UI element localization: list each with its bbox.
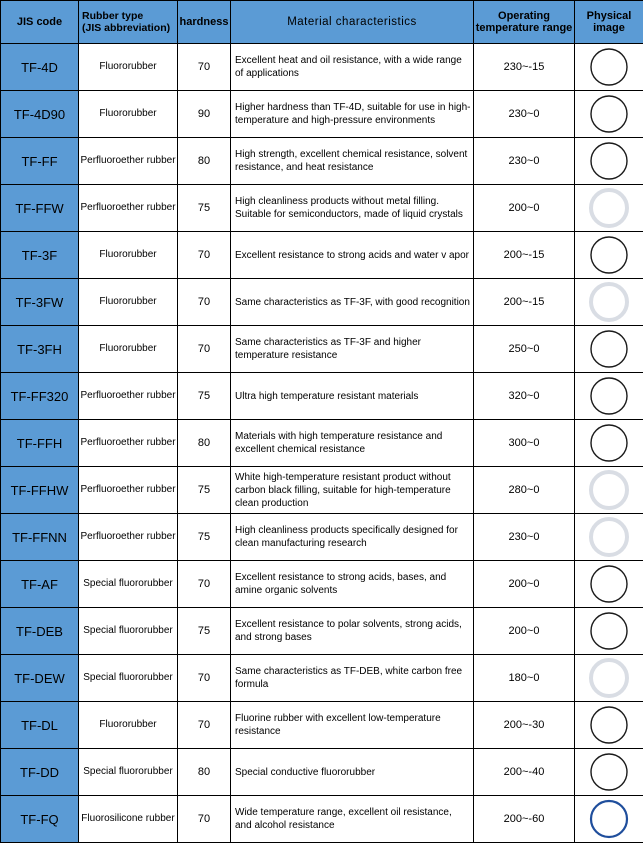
physical-image-cell (575, 91, 643, 138)
temperature-range-cell: 200~-15 (474, 232, 575, 279)
material-characteristics-cell: Excellent resistance to strong acids and water v apor (231, 232, 474, 279)
table-row (1, 702, 643, 749)
physical-image-cell (575, 44, 643, 91)
hardness-cell: 80 (178, 420, 231, 467)
material-characteristics-cell: Excellent resistance to polar solvents, strong acids, and strong bases (231, 608, 474, 655)
material-characteristics-cell: Higher hardness than TF-4D, suitable for use in high-temperature and high-pressure environments (231, 91, 474, 138)
temperature-range-cell: 200~-15 (474, 279, 575, 326)
material-characteristics-cell: Materials with high temperature resistance and excellent chemical resistance (231, 420, 474, 467)
jis-code-cell: TF-FF (1, 138, 79, 185)
temperature-range-cell: 200~-40 (474, 749, 575, 796)
material-characteristics-cell: Excellent resistance to strong acids, bases, and amine organic solvents (231, 561, 474, 608)
hardness-cell: 80 (178, 138, 231, 185)
jis-code-cell: TF-DEB (1, 608, 79, 655)
physical-image-cell (575, 796, 643, 843)
o-ring-icon (584, 422, 634, 464)
table-row (1, 44, 643, 91)
rubber-type-cell: Perfluoroether rubber (79, 420, 178, 467)
hardness-cell: 75 (178, 185, 231, 232)
temperature-range-cell: 280~0 (474, 467, 575, 514)
table-row (1, 232, 643, 279)
o-ring-icon (584, 140, 634, 182)
o-ring-icon (584, 375, 634, 417)
physical-image-cell (575, 185, 643, 232)
jis-code-cell: TF-3FW (1, 279, 79, 326)
material-characteristics-cell: Same characteristics as TF-3F and higher temperature resistance (231, 326, 474, 373)
o-ring-icon (584, 46, 634, 88)
o-ring-icon (584, 751, 634, 793)
o-ring-icon (584, 187, 634, 229)
o-ring-icon (584, 704, 634, 746)
o-ring-icon (584, 281, 634, 323)
o-ring-icon (584, 234, 634, 276)
temperature-range-cell: 230~0 (474, 138, 575, 185)
temperature-range-cell: 300~0 (474, 420, 575, 467)
rubber-type-cell: Perfluoroether rubber (79, 138, 178, 185)
hardness-cell: 75 (178, 514, 231, 561)
rubber-type-cell: Special fluororubber (79, 561, 178, 608)
temperature-range-cell: 230~-15 (474, 44, 575, 91)
o-ring-icon (584, 657, 634, 699)
header-physical-image: Physical image (575, 1, 643, 44)
table-row (1, 655, 643, 702)
physical-image-cell (575, 655, 643, 702)
physical-image-cell (575, 608, 643, 655)
rubber-type-cell: Fluororubber (79, 232, 178, 279)
jis-code-cell: TF-4D90 (1, 91, 79, 138)
jis-code-cell: TF-DD (1, 749, 79, 796)
o-ring-icon (584, 563, 634, 605)
table-row (1, 185, 643, 232)
rubber-type-cell: Perfluoroether rubber (79, 373, 178, 420)
physical-image-cell (575, 749, 643, 796)
jis-code-cell: TF-FF320 (1, 373, 79, 420)
temperature-range-cell: 200~0 (474, 185, 575, 232)
material-characteristics-cell: Special conductive fluororubber (231, 749, 474, 796)
temperature-range-cell: 200~-30 (474, 702, 575, 749)
rubber-type-cell: Fluorosilicone rubber (79, 796, 178, 843)
hardness-cell: 70 (178, 561, 231, 608)
jis-code-cell: TF-FFNN (1, 514, 79, 561)
temperature-range-cell: 250~0 (474, 326, 575, 373)
table-row (1, 467, 643, 514)
rubber-type-cell: Perfluoroether rubber (79, 514, 178, 561)
hardness-cell: 75 (178, 467, 231, 514)
hardness-cell: 70 (178, 326, 231, 373)
temperature-range-cell: 200~0 (474, 608, 575, 655)
temperature-range-cell: 320~0 (474, 373, 575, 420)
table-row (1, 326, 643, 373)
rubber-type-cell: Perfluoroether rubber (79, 185, 178, 232)
physical-image-cell (575, 232, 643, 279)
hardness-cell: 70 (178, 702, 231, 749)
hardness-cell: 70 (178, 232, 231, 279)
jis-code-cell: TF-DL (1, 702, 79, 749)
jis-code-cell: TF-FQ (1, 796, 79, 843)
physical-image-cell (575, 467, 643, 514)
physical-image-cell (575, 514, 643, 561)
table-row (1, 373, 643, 420)
physical-image-cell (575, 561, 643, 608)
table-row (1, 608, 643, 655)
table-row (1, 561, 643, 608)
jis-code-cell: TF-3F (1, 232, 79, 279)
rubber-type-cell: Fluororubber (79, 702, 178, 749)
header-hardness: hardness (178, 1, 231, 44)
temperature-range-cell: 180~0 (474, 655, 575, 702)
material-characteristics-cell: White high-temperature resistant product without carbon black filling, suitable for high-temperature clean production (231, 467, 474, 514)
rubber-type-cell: Fluororubber (79, 326, 178, 373)
physical-image-cell (575, 326, 643, 373)
physical-image-cell (575, 373, 643, 420)
rubber-type-cell: Special fluororubber (79, 749, 178, 796)
temperature-range-cell: 200~-60 (474, 796, 575, 843)
material-characteristics-cell: Excellent heat and oil resistance, with a wide range of applications (231, 44, 474, 91)
header-material-characteristics: Material characteristics (231, 1, 474, 44)
rubber-type-cell: Perfluoroether rubber (79, 467, 178, 514)
hardness-cell: 80 (178, 749, 231, 796)
rubber-type-cell: Fluororubber (79, 279, 178, 326)
header-rubber-type-label: Rubber type (JIS abbreviation) (82, 10, 171, 34)
physical-image-cell (575, 420, 643, 467)
hardness-cell: 75 (178, 608, 231, 655)
table-row (1, 514, 643, 561)
jis-code-cell: TF-FFHW (1, 467, 79, 514)
hardness-cell: 70 (178, 655, 231, 702)
jis-code-cell: TF-AF (1, 561, 79, 608)
hardness-cell: 70 (178, 44, 231, 91)
o-ring-icon (584, 610, 634, 652)
physical-image-cell (575, 702, 643, 749)
table-row (1, 749, 643, 796)
temperature-range-cell: 230~0 (474, 91, 575, 138)
table-row (1, 420, 643, 467)
header-row (1, 1, 643, 44)
hardness-cell: 90 (178, 91, 231, 138)
material-characteristics-cell: Same characteristics as TF-3F, with good recognition (231, 279, 474, 326)
physical-image-cell (575, 279, 643, 326)
hardness-cell: 70 (178, 279, 231, 326)
temperature-range-cell: 230~0 (474, 514, 575, 561)
o-ring-icon (584, 328, 634, 370)
temperature-range-cell: 200~0 (474, 561, 575, 608)
jis-code-cell: TF-DEW (1, 655, 79, 702)
jis-code-cell: TF-FFW (1, 185, 79, 232)
table-row (1, 279, 643, 326)
rubber-type-cell: Fluororubber (79, 44, 178, 91)
header-operating-temperature: Operating temperature range (474, 1, 575, 44)
material-characteristics-cell: High strength, excellent chemical resistance, solvent resistance, and heat resistance (231, 138, 474, 185)
material-characteristics-cell: Same characteristics as TF-DEB, white carbon free formula (231, 655, 474, 702)
rubber-type-cell: Special fluororubber (79, 655, 178, 702)
material-characteristics-cell: High cleanliness products specifically designed for clean manufacturing research (231, 514, 474, 561)
hardness-cell: 75 (178, 373, 231, 420)
jis-code-cell: TF-4D (1, 44, 79, 91)
material-characteristics-cell: Ultra high temperature resistant materials (231, 373, 474, 420)
o-ring-icon (584, 798, 634, 840)
jis-code-cell: TF-FFH (1, 420, 79, 467)
jis-code-cell: TF-3FH (1, 326, 79, 373)
table-row (1, 138, 643, 185)
o-ring-icon (584, 516, 634, 558)
table-row (1, 796, 643, 843)
rubber-type-cell: Special fluororubber (79, 608, 178, 655)
material-characteristics-cell: Fluorine rubber with excellent low-temperature resistance (231, 702, 474, 749)
o-ring-icon (584, 93, 634, 135)
hardness-cell: 70 (178, 796, 231, 843)
material-characteristics-cell: Wide temperature range, excellent oil resistance, and alcohol resistance (231, 796, 474, 843)
rubber-type-cell: Fluororubber (79, 91, 178, 138)
header-jis-code: JIS code (1, 1, 79, 44)
header-rubber-type (79, 1, 178, 44)
o-ring-icon (584, 469, 634, 511)
material-characteristics-cell: High cleanliness products without metal filling. Suitable for semiconductors, made of liquid crystals (231, 185, 474, 232)
physical-image-cell (575, 138, 643, 185)
table-row (1, 91, 643, 138)
